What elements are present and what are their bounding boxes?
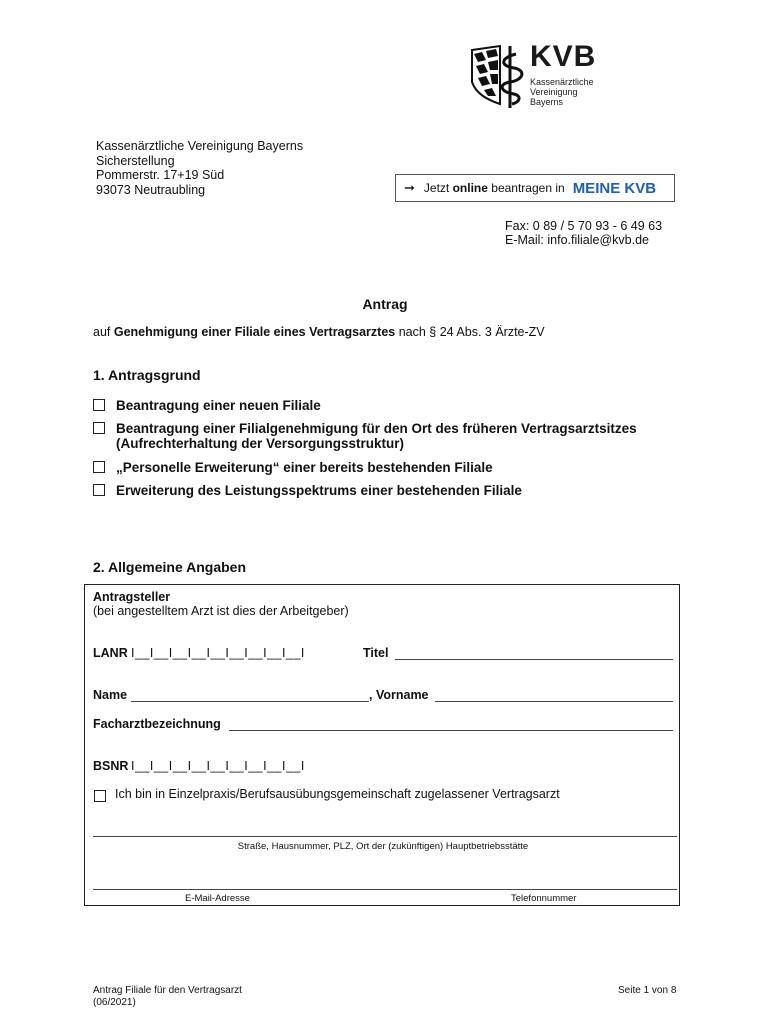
facharzt-input[interactable] bbox=[229, 716, 673, 731]
document-title: Antrag bbox=[362, 296, 408, 312]
name-label: Name bbox=[93, 688, 128, 702]
logo-subtitle: Kassenärztliche Vereinigung Bayerns bbox=[530, 77, 594, 107]
form-version: (06/2021) bbox=[93, 997, 136, 1008]
name-input[interactable] bbox=[131, 687, 369, 702]
facharzt-label: Facharztbezeichnung bbox=[93, 717, 221, 731]
arrow-right-icon: ➞ bbox=[404, 180, 415, 195]
applicant-note: (bei angestelltem Arzt ist dies der Arbeitgeber) bbox=[93, 604, 349, 618]
form-name: Antrag Filiale für den Vertragsarzt bbox=[93, 985, 242, 996]
general-info-form bbox=[84, 584, 680, 906]
bsnr-label: BSNR bbox=[93, 759, 129, 773]
email-phone-input[interactable] bbox=[93, 879, 677, 890]
titel-label: Titel bbox=[363, 646, 389, 660]
logo-title: KVB bbox=[530, 40, 597, 73]
vorname-label: , Vorname bbox=[369, 688, 429, 702]
document-subtitle: auf Genehmigung einer Filiale eines Vertragsarztes nach § 24 Abs. 3 Ärzte-ZV bbox=[93, 325, 545, 339]
lanr-input[interactable]: I__I__I__I__I__I__I__I__I__I bbox=[131, 646, 305, 660]
applicant-label: Antragsteller bbox=[93, 590, 171, 604]
email-caption: E-Mail-Adresse bbox=[185, 893, 250, 904]
contact-info bbox=[505, 219, 662, 247]
footer-form-info bbox=[93, 985, 242, 1009]
einzelpraxis-checkbox[interactable] bbox=[94, 790, 106, 802]
lanr-label: LANR bbox=[93, 646, 128, 660]
checkbox[interactable] bbox=[93, 422, 105, 434]
email-address: E-Mail: info.filiale@kvb.de bbox=[505, 233, 649, 247]
option-new-branch[interactable]: Beantragung einer neuen Filiale bbox=[93, 398, 321, 413]
option-service-extension[interactable]: Erweiterung des Leistungsspektrums einer bestehenden Filiale bbox=[93, 483, 522, 498]
page-number: Seite 1 von 8 bbox=[618, 985, 677, 996]
kvb-logo bbox=[470, 40, 610, 110]
option-former-seat[interactable]: Beantragung einer Filialgenehmigung für den Ort des früheren Vertragsarztsitzes (Aufrechterhaltung der Versorgungsstruktur) bbox=[93, 421, 637, 451]
checkbox[interactable] bbox=[93, 461, 105, 473]
bavaria-shield-icon bbox=[470, 44, 528, 110]
einzelpraxis-label: Ich bin in Einzelpraxis/Berufsausübungsgemeinschaft zugelassener Vertragsarzt bbox=[115, 787, 560, 801]
checkbox[interactable] bbox=[93, 399, 105, 411]
section-2-heading: 2. Allgemeine Angaben bbox=[93, 559, 246, 575]
fax-number: Fax: 0 89 / 5 70 93 - 6 49 63 bbox=[505, 219, 663, 233]
checkbox[interactable] bbox=[93, 484, 105, 496]
vorname-input[interactable] bbox=[435, 687, 673, 702]
online-application-link[interactable]: ➞ Jetzt online beantragen in MEINE KVB bbox=[395, 174, 675, 202]
phone-caption: Telefonnummer bbox=[511, 893, 577, 904]
recipient-address: Kassenärztliche Vereinigung Bayerns Sicherstellung Pommerstr. 17+19 Süd 93073 Neutraubling bbox=[96, 139, 304, 197]
address-input[interactable] bbox=[93, 826, 677, 837]
address-caption: Straße, Hausnummer, PLZ, Ort der (zukünftigen) Hauptbetriebsstätte bbox=[237, 841, 529, 852]
titel-input[interactable] bbox=[395, 645, 673, 660]
bsnr-input[interactable]: I__I__I__I__I__I__I__I__I__I bbox=[131, 759, 305, 773]
meine-kvb-link[interactable]: MEINE KVB bbox=[572, 179, 657, 197]
option-personnel-extension[interactable]: „Personelle Erweiterung“ einer bereits bestehenden Filiale bbox=[93, 460, 493, 475]
section-1-heading: 1. Antragsgrund bbox=[93, 367, 201, 383]
